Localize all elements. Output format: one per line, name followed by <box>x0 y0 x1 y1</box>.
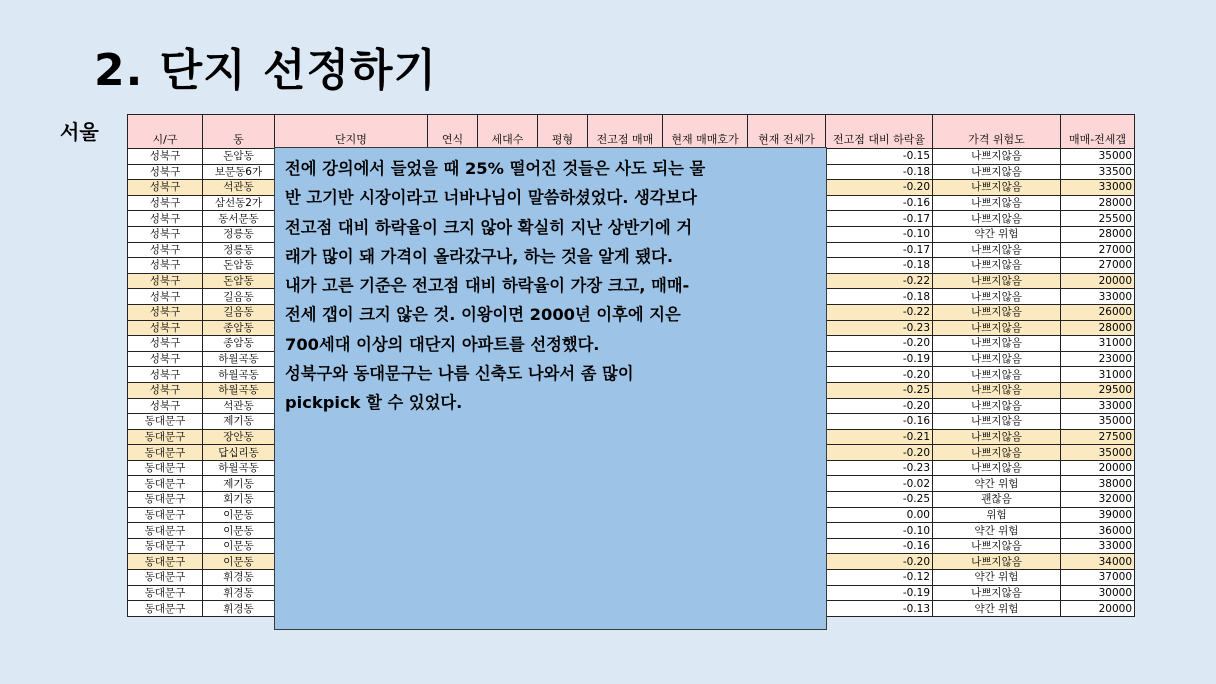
cell-dong: 답십리동 <box>203 445 275 461</box>
cell-sigu: 성북구 <box>128 351 203 367</box>
cell-price-risk: 괜찮음 <box>933 492 1061 508</box>
cell-drop-rate: -0.18 <box>826 289 933 305</box>
cell-sigu: 동대문구 <box>128 601 203 617</box>
cell-dong: 장안동 <box>203 429 275 445</box>
cell-gap: 29500 <box>1061 382 1135 398</box>
cell-dong: 하월곡동 <box>203 382 275 398</box>
cell-dong: 이문동 <box>203 523 275 539</box>
cell-dong: 휘경동 <box>203 601 275 617</box>
cell-price-risk: 약간 위험 <box>933 523 1061 539</box>
cell-dong: 이문동 <box>203 507 275 523</box>
cell-price-risk: 나쁘지않음 <box>933 242 1061 258</box>
cell-gap: 27000 <box>1061 258 1135 274</box>
note-line: pickpick 할 수 있었다. <box>285 393 463 413</box>
cell-sigu: 성북구 <box>128 242 203 258</box>
cell-gap: 33500 <box>1061 164 1135 180</box>
header-sigu: 시/구 <box>128 115 203 149</box>
cell-drop-rate: -0.25 <box>826 492 933 508</box>
cell-sigu: 성북구 <box>128 398 203 414</box>
header-gap: 매매-전세갭 <box>1061 115 1135 149</box>
region-label: 서울 <box>60 120 99 144</box>
header-peak-price: 전고점 매매 <box>588 115 663 149</box>
cell-price-risk: 위험 <box>933 507 1061 523</box>
cell-drop-rate: -0.17 <box>826 242 933 258</box>
cell-gap: 20000 <box>1061 273 1135 289</box>
cell-drop-rate: -0.19 <box>826 351 933 367</box>
cell-drop-rate: -0.22 <box>826 304 933 320</box>
cell-gap: 23000 <box>1061 351 1135 367</box>
cell-gap: 26000 <box>1061 304 1135 320</box>
cell-price-risk: 나쁘지않음 <box>933 273 1061 289</box>
cell-drop-rate: -0.18 <box>826 164 933 180</box>
cell-price-risk: 나쁘지않음 <box>933 554 1061 570</box>
cell-dong: 하월곡동 <box>203 351 275 367</box>
cell-gap: 34000 <box>1061 554 1135 570</box>
cell-drop-rate: -0.13 <box>826 601 933 617</box>
cell-price-risk: 나쁘지않음 <box>933 258 1061 274</box>
cell-sigu: 동대문구 <box>128 570 203 586</box>
cell-sigu: 동대문구 <box>128 538 203 554</box>
cell-sigu: 성북구 <box>128 149 203 165</box>
cell-drop-rate: -0.15 <box>826 149 933 165</box>
note-line: 래가 많이 돼 가격이 올라갔구나, 하는 것을 알게 됐다. <box>285 246 673 266</box>
cell-drop-rate: -0.20 <box>826 336 933 352</box>
cell-drop-rate: -0.19 <box>826 585 933 601</box>
cell-sigu: 성북구 <box>128 382 203 398</box>
cell-drop-rate: -0.16 <box>826 195 933 211</box>
cell-dong: 석관동 <box>203 398 275 414</box>
slide-title: 2. 단지 선정하기 <box>94 45 437 96</box>
cell-gap: 28000 <box>1061 320 1135 336</box>
cell-price-risk: 나쁘지않음 <box>933 195 1061 211</box>
cell-gap: 20000 <box>1061 460 1135 476</box>
cell-dong: 하월곡동 <box>203 460 275 476</box>
cell-sigu: 성북구 <box>128 164 203 180</box>
cell-price-risk: 약간 위험 <box>933 570 1061 586</box>
cell-price-risk: 약간 위험 <box>933 226 1061 242</box>
cell-dong: 휘경동 <box>203 570 275 586</box>
cell-drop-rate: -0.16 <box>826 414 933 430</box>
cell-drop-rate: -0.18 <box>826 258 933 274</box>
cell-sigu: 동대문구 <box>128 492 203 508</box>
header-price-risk: 가격 위험도 <box>933 115 1061 149</box>
cell-sigu: 성북구 <box>128 211 203 227</box>
cell-sigu: 성북구 <box>128 320 203 336</box>
cell-sigu: 성북구 <box>128 180 203 196</box>
cell-price-risk: 나쁘지않음 <box>933 538 1061 554</box>
cell-drop-rate: -0.20 <box>826 445 933 461</box>
cell-sigu: 성북구 <box>128 195 203 211</box>
cell-dong: 보문동6가 <box>203 164 275 180</box>
header-households: 세대수 <box>478 115 538 149</box>
cell-gap: 37000 <box>1061 570 1135 586</box>
header-dong: 동 <box>203 115 275 149</box>
header-pyeong: 평형 <box>538 115 588 149</box>
cell-dong: 회기동 <box>203 492 275 508</box>
cell-price-risk: 나쁘지않음 <box>933 460 1061 476</box>
cell-dong: 돈암동 <box>203 258 275 274</box>
cell-drop-rate: -0.23 <box>826 460 933 476</box>
cell-dong: 석관동 <box>203 180 275 196</box>
cell-gap: 27500 <box>1061 429 1135 445</box>
cell-dong: 돈암동 <box>203 149 275 165</box>
cell-gap: 35000 <box>1061 445 1135 461</box>
cell-price-risk: 나쁘지않음 <box>933 320 1061 336</box>
cell-dong: 정릉동 <box>203 242 275 258</box>
cell-sigu: 성북구 <box>128 273 203 289</box>
cell-price-risk: 나쁘지않음 <box>933 180 1061 196</box>
cell-drop-rate: -0.12 <box>826 570 933 586</box>
cell-price-risk: 나쁘지않음 <box>933 445 1061 461</box>
cell-drop-rate: -0.21 <box>826 429 933 445</box>
cell-dong: 하월곡동 <box>203 367 275 383</box>
cell-dong: 길음동 <box>203 304 275 320</box>
cell-sigu: 동대문구 <box>128 476 203 492</box>
cell-gap: 35000 <box>1061 149 1135 165</box>
cell-gap: 28000 <box>1061 226 1135 242</box>
note-line: 전고점 대비 하락율이 크지 않아 확실히 지난 상반기에 거 <box>285 217 693 237</box>
cell-gap: 33000 <box>1061 180 1135 196</box>
cell-dong: 제기동 <box>203 476 275 492</box>
cell-dong: 이문동 <box>203 554 275 570</box>
note-line: 내가 고른 기준은 전고점 대비 하락율이 가장 크고, 매매- <box>285 276 690 296</box>
cell-sigu: 동대문구 <box>128 445 203 461</box>
note-line: 700세대 이상의 대단지 아파트를 선정했다. <box>285 334 600 354</box>
cell-price-risk: 나쁘지않음 <box>933 414 1061 430</box>
cell-price-risk: 나쁘지않음 <box>933 164 1061 180</box>
table-header-row <box>128 115 1135 149</box>
cell-sigu: 동대문구 <box>128 554 203 570</box>
note-line: 전에 강의에서 들었을 때 25% 떨어진 것들은 사도 되는 물 <box>285 159 706 178</box>
cell-drop-rate: -0.20 <box>826 554 933 570</box>
cell-sigu: 성북구 <box>128 289 203 305</box>
header-year-built: 연식 <box>428 115 478 149</box>
cell-gap: 31000 <box>1061 367 1135 383</box>
header-complex-name: 단지명 <box>275 115 428 149</box>
cell-drop-rate: -0.23 <box>826 320 933 336</box>
cell-dong: 길음동 <box>203 289 275 305</box>
cell-sigu: 동대문구 <box>128 429 203 445</box>
cell-sigu: 성북구 <box>128 304 203 320</box>
cell-gap: 39000 <box>1061 507 1135 523</box>
cell-drop-rate: 0.00 <box>826 507 933 523</box>
cell-dong: 정릉동 <box>203 226 275 242</box>
cell-price-risk: 나쁘지않음 <box>933 382 1061 398</box>
cell-sigu: 성북구 <box>128 258 203 274</box>
cell-price-risk: 나쁘지않음 <box>933 149 1061 165</box>
cell-gap: 28000 <box>1061 195 1135 211</box>
cell-drop-rate: -0.22 <box>826 273 933 289</box>
cell-dong: 동서문동 <box>203 211 275 227</box>
cell-price-risk: 약간 위험 <box>933 601 1061 617</box>
cell-price-risk: 나쁘지않음 <box>933 367 1061 383</box>
cell-price-risk: 나쁘지않음 <box>933 289 1061 305</box>
cell-dong: 이문동 <box>203 538 275 554</box>
cell-dong: 돈암동 <box>203 273 275 289</box>
cell-gap: 33000 <box>1061 538 1135 554</box>
header-current-jeonse: 현재 전세가 <box>748 115 826 149</box>
cell-gap: 20000 <box>1061 601 1135 617</box>
header-drop-rate: 전고점 대비 하락율 <box>826 115 933 149</box>
cell-dong: 삼선동2가 <box>203 195 275 211</box>
cell-sigu: 동대문구 <box>128 460 203 476</box>
cell-dong: 휘경동 <box>203 585 275 601</box>
note-line: 성북구와 동대문구는 나름 신축도 나와서 좀 많이 <box>285 364 634 384</box>
cell-price-risk: 나쁘지않음 <box>933 351 1061 367</box>
cell-dong: 종암동 <box>203 320 275 336</box>
cell-gap: 35000 <box>1061 414 1135 430</box>
cell-price-risk: 나쁘지않음 <box>933 336 1061 352</box>
cell-drop-rate: -0.10 <box>826 226 933 242</box>
cell-gap: 33000 <box>1061 289 1135 305</box>
cell-dong: 제기동 <box>203 414 275 430</box>
cell-drop-rate: -0.20 <box>826 180 933 196</box>
cell-dong: 종암동 <box>203 336 275 352</box>
cell-drop-rate: -0.16 <box>826 538 933 554</box>
cell-gap: 31000 <box>1061 336 1135 352</box>
cell-price-risk: 나쁘지않음 <box>933 211 1061 227</box>
cell-price-risk: 나쁘지않음 <box>933 398 1061 414</box>
cell-drop-rate: -0.20 <box>826 367 933 383</box>
cell-drop-rate: -0.02 <box>826 476 933 492</box>
cell-price-risk: 나쁘지않음 <box>933 585 1061 601</box>
cell-price-risk: 약간 위험 <box>933 476 1061 492</box>
cell-gap: 27000 <box>1061 242 1135 258</box>
cell-sigu: 성북구 <box>128 367 203 383</box>
cell-gap: 30000 <box>1061 585 1135 601</box>
note-box <box>274 147 827 630</box>
cell-gap: 33000 <box>1061 398 1135 414</box>
cell-sigu: 동대문구 <box>128 585 203 601</box>
cell-sigu: 동대문구 <box>128 414 203 430</box>
note-line: 반 고기반 시장이라고 너바나님이 말씀하셨었다. 생각보다 <box>285 188 697 208</box>
cell-gap: 36000 <box>1061 523 1135 539</box>
cell-gap: 38000 <box>1061 476 1135 492</box>
note-line: 전세 갭이 크지 않은 것. 이왕이면 2000년 이후에 지은 <box>285 305 681 325</box>
cell-drop-rate: -0.17 <box>826 211 933 227</box>
cell-drop-rate: -0.20 <box>826 398 933 414</box>
cell-sigu: 동대문구 <box>128 523 203 539</box>
cell-drop-rate: -0.10 <box>826 523 933 539</box>
cell-sigu: 성북구 <box>128 336 203 352</box>
cell-gap: 25500 <box>1061 211 1135 227</box>
cell-sigu: 동대문구 <box>128 507 203 523</box>
header-current-ask: 현재 매매호가 <box>663 115 748 149</box>
cell-price-risk: 나쁘지않음 <box>933 429 1061 445</box>
cell-drop-rate: -0.25 <box>826 382 933 398</box>
cell-gap: 32000 <box>1061 492 1135 508</box>
cell-sigu: 성북구 <box>128 226 203 242</box>
cell-price-risk: 나쁘지않음 <box>933 304 1061 320</box>
